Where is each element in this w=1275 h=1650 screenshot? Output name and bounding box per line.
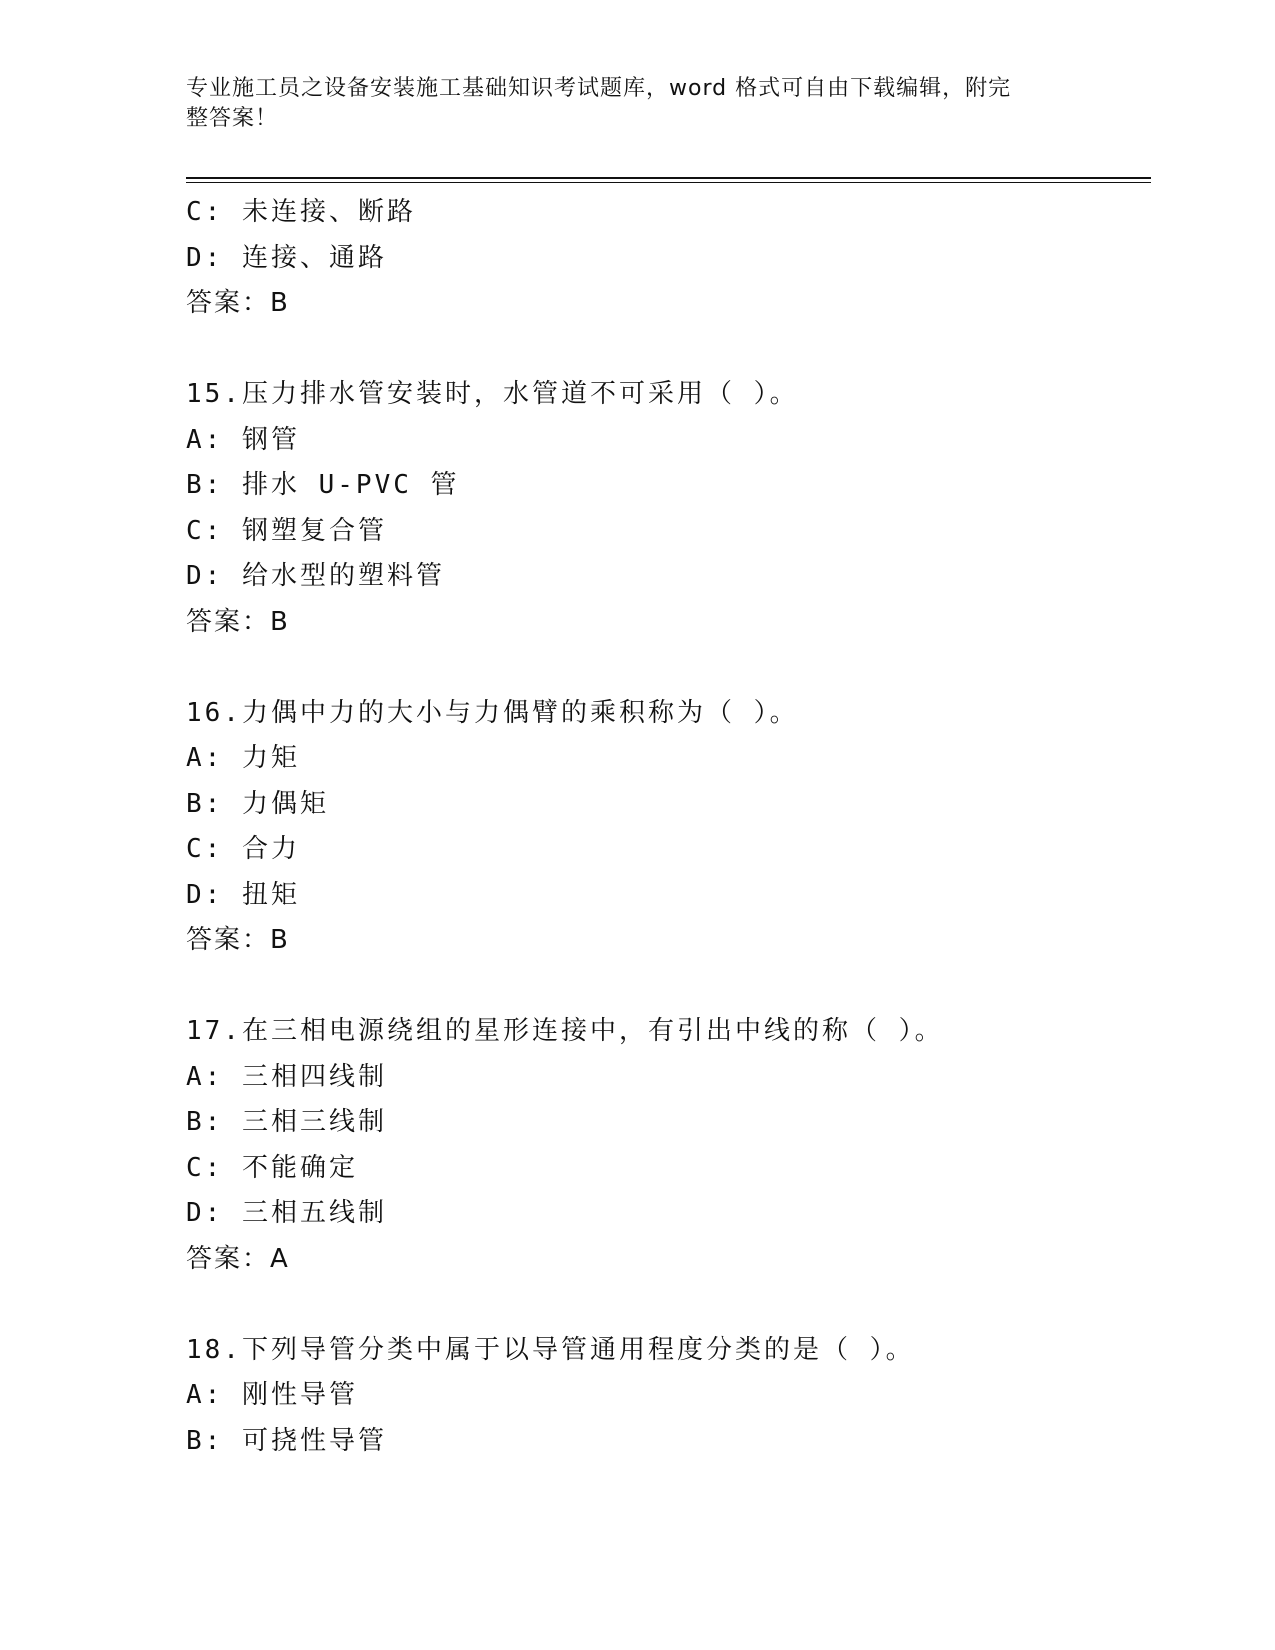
question-15	[186, 372, 1151, 645]
option-a: A: 三相四线制	[186, 1061, 387, 1092]
question-stem: 15.压力排水管安装时，水管道不可采用（ ）。	[186, 379, 799, 409]
option-a: A: 钢管	[186, 424, 300, 455]
question-stem: 16.力偶中力的大小与力偶臂的乘积称为（ ）。	[186, 697, 799, 728]
document-header	[186, 74, 1066, 134]
option-b: B: 排水 U-PVC 管	[186, 470, 460, 500]
option-c: C: 未连接、断路	[186, 197, 416, 227]
option-b: B: 三相三线制	[186, 1107, 387, 1137]
option-b: B: 可挠性导管	[186, 1425, 387, 1456]
question-16	[186, 691, 1151, 964]
question-stem: 17.在三相电源绕组的星形连接中，有引出中线的称（ ）。	[186, 1016, 944, 1046]
option-c: C: 不能确定	[186, 1152, 358, 1183]
option-c: C: 钢塑复合管	[186, 515, 387, 546]
header-divider	[186, 177, 1151, 179]
header-divider-thin	[186, 182, 1151, 183]
option-a: A: 力矩	[186, 743, 300, 773]
spacer	[186, 645, 1151, 691]
question-stem: 18.下列导管分类中属于以导管通用程度分类的是（ ）。	[186, 1334, 915, 1365]
spacer	[186, 327, 1151, 373]
question-partial	[186, 190, 1151, 327]
option-a: A: 刚性导管	[186, 1380, 358, 1410]
option-b: B: 力偶矩	[186, 788, 329, 819]
answer: 答案：B	[186, 606, 290, 637]
answer: 答案：B	[186, 288, 290, 318]
header-line-1: 专业施工员之设备安装施工基础知识考试题库，word 格式可自由下载编辑，附完	[186, 76, 1012, 101]
answer: 答案：A	[186, 1243, 290, 1274]
option-d: D: 连接、通路	[186, 242, 387, 273]
question-list	[186, 190, 1151, 1464]
answer: 答案：B	[186, 925, 290, 955]
option-d: D: 给水型的塑料管	[186, 561, 445, 591]
option-d: D: 三相五线制	[186, 1198, 387, 1228]
header-line-2: 整答案！	[186, 106, 279, 131]
option-c: C: 合力	[186, 834, 300, 864]
question-17	[186, 1009, 1151, 1282]
spacer	[186, 1282, 1151, 1328]
option-d: D: 扭矩	[186, 879, 300, 910]
spacer	[186, 964, 1151, 1010]
question-18	[186, 1328, 1151, 1465]
